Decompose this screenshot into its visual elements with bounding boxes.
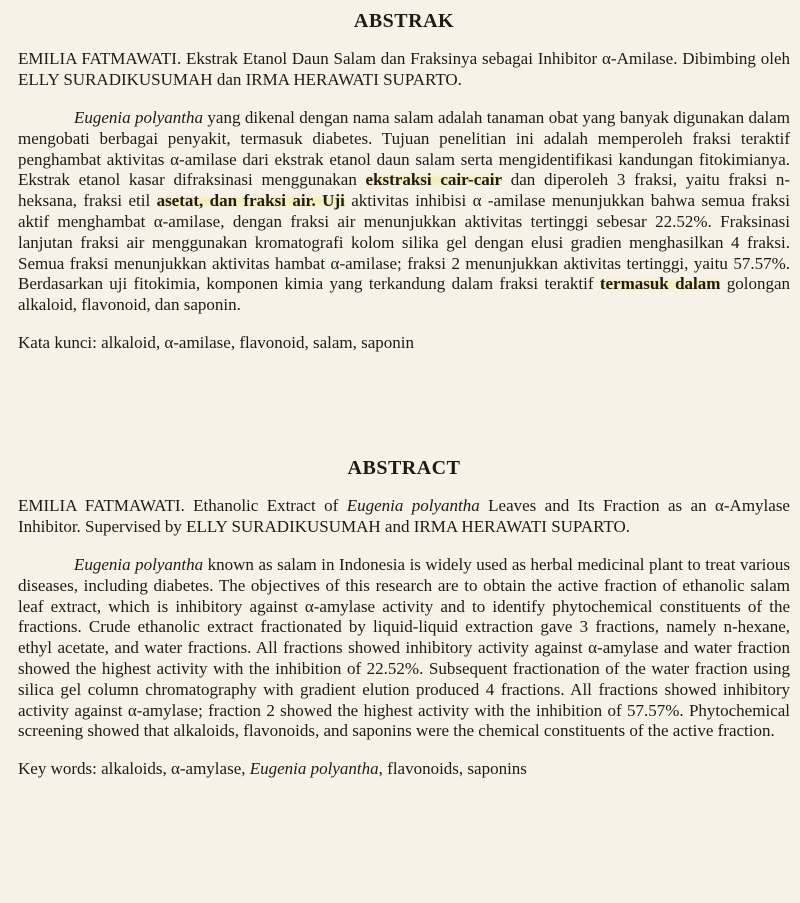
abstrak-heading: ABSTRAK (353, 10, 455, 32)
abstrak-body-paragraph (18, 108, 790, 316)
abstract-section (18, 455, 790, 779)
species-name-italic: Eugenia polyantha (346, 496, 480, 515)
keywords-text-2: , flavonoids, saponins (378, 759, 527, 779)
highlighted-text: termasuk dalam (599, 274, 721, 294)
keywords-text-1: Key words: alkaloids, α-amylase, (18, 759, 250, 779)
author-text-2: Leaves and Its Fraction as an α-Amylase Inhibitor. Supervised by ELLY SURADIKUSUMAH and IRMA HERAWATI SUPARTO. (18, 496, 790, 536)
abstrak-text-4: golongan alkaloid, flavonoid, dan saponin. (18, 274, 790, 315)
abstrak-text-3: aktivitas inhibisi α -amilase menunjukkan bahwa semua fraksi aktif menghambat α-amilase, dengan fraksi air menunjukkan aktivitas tertinggi sebesar 22.52%. Fraksinasi lanjutan fraksi air menggunakan kromatografi kolom silika gel dengan elusi gradien menghasilkan 4 fraksi. Semua fraksi menunjukkan aktivitas hambat α-amilase; fraksi 2 menunjukkan aktivitas tertinggi, yaitu 57.57%. Berdasarkan uji fitokimia, komponen kimia yang terkandung dalam fraksi teraktif (18, 191, 790, 294)
abstrak-text-1: yang dikenal dengan nama salam adalah tanaman obat yang banyak digunakan dalam mengobati berbagai penyakit, termasuk diabetes. Tujuan penelitian ini adalah memperoleh fraksi teraktif penghambat aktivitas α-amilase dari ekstrak etanol daun salam serta mengidentifikasi kandungan fitokimianya. Ekstrak etanol kasar difraksinasi menggunakan (18, 108, 790, 190)
abstract-author-line (18, 495, 790, 537)
abstrak-section (18, 8, 790, 353)
kata-kunci: Kata kunci: alkaloid, α-amilase, flavonoid, salam, saponin (18, 332, 415, 352)
abstract-heading: ABSTRACT (347, 457, 461, 479)
abstrak-text-2: dan diperoleh 3 fraksi, yaitu fraksi n-heksana, fraksi etil (18, 170, 790, 211)
species-name-italic: Eugenia polyantha (249, 759, 379, 779)
author-text-1: EMILIA FATMAWATI. Ethanolic Extract of (18, 496, 347, 515)
highlighted-text: asetat, dan fraksi air. Uji (156, 191, 345, 211)
abstrak-author-line: EMILIA FATMAWATI. Ekstrak Etanol Daun Salam dan Fraksinya sebagai Inhibitor α-Amilase. Dibimbing oleh ELLY SURADIKUSUMAH dan IRMA HERAWATI SUPARTO. (18, 49, 790, 89)
abstract-body-paragraph (18, 555, 790, 742)
highlighted-text: ekstraksi cair-cair (365, 170, 503, 190)
species-name-italic: Eugenia polyantha (74, 108, 204, 127)
key-words (18, 758, 790, 779)
abstract-text: known as salam in Indonesia is widely used as herbal medicinal plant to treat various diseases, including diabetes. The objectives of this research are to obtain the active fraction of ethanolic salam leaf extract, which is inhibitory against α-amylase activity and to identify phytochemical constituents of the fractions. Crude ethanolic extract fractionated by liquid-liquid extraction gave 3 fractions, namely n-hexane, ethyl acetate, and water fractions. All fractions showed inhibitory activity against α-amylase and water fraction showed the highest activity with the inhibition of 22.52%. Subsequent fractionation of the water fraction using silica gel column chromatography with gradient elution produced 4 fractions. All fractions showed inhibitory activity against α-amylase; fraction 2 showed the highest activity with the inhibition of 57.57%. Phytochemical screening showed that alkaloids, flavonoids, and saponins were the chemical constituents of the active fraction. (18, 555, 790, 741)
species-name-italic: Eugenia polyantha (74, 555, 204, 574)
